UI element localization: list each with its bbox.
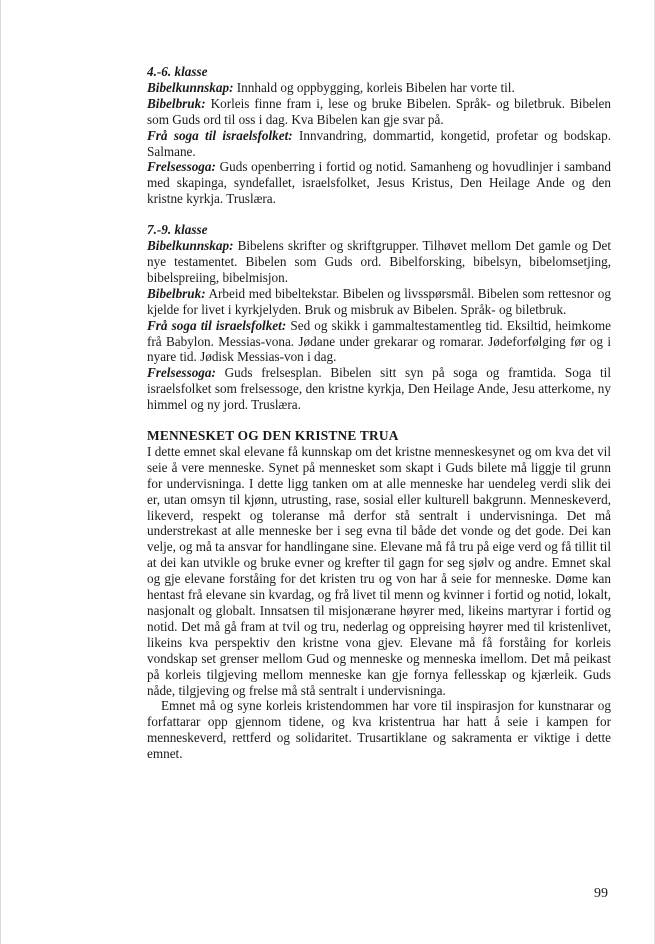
- entry-term: Frelsessoga:: [147, 365, 216, 381]
- section-heading: MENNESKET OG DEN KRISTNE TRUA: [147, 428, 399, 444]
- main-section: [147, 428, 611, 762]
- entry-text: Arbeid med bibeltekstar. Bibelen og livsspørsmål. Bibelen som rettesnor og kjelde for livet i kyrkjelyden. Bruk og misbruk av Bibelen. Språk- og biletbruk.: [147, 285, 611, 317]
- page-content: [147, 64, 611, 777]
- entry-term: Frå soga til israelsfolket:: [147, 127, 293, 143]
- body-paragraph: I dette emnet skal elevane få kunnskap om det kristne menneskesynet og om kva det vil seie å vere menneske. Synet på mennesket som skapt i Guds bilete må liggje til grunn for undervisninga. I dette ligg tanken om at alle menneske har uendeleg verdi slik dei er, utan omsyn til kjønn, utrusting, rase, sosial eller kulturell bakgrunn. Menneskeverd, likeverd, respekt og toleranse må derfor stå sentralt i undervisninga. Det må understrekast at alle menneske ber i seg evna til både det vonde og det gode. Dei kan velje, og må ta ansvar for handlingane sine. Elevane må få tru på eige verd og få tillit til at dei kan utvikle og bruke evner og krefter til gagn for seg sjølv og andre. Emnet skal og gje elevane forståing for det kristen tru og von har å seie for menneske. Døme kan hentast frå elevane sin kvardag, og frå livet til menn og kvinner i fortid og notid, lokalt, nasjonalt og globalt. Innsatsen til misjonærane høyrer med, likeins martyrar i fortid og notid. Det må gå fram at tvil og tru, nederlag og oppreising høyrer med til kristenlivet, likeins kva perspektiv den kristne vona gjev. Elevane må få forståing for korleis vondskap set grenser mellom Gud og menneske og menneska imellom. Det må peikast på korleis tilgjeving mellom menneske kan gje fornya fellesskap og kjærleik. Guds nåde, tilgjeving og frelse må stå sentralt i undervisninga.: [147, 443, 611, 698]
- entry-term: Bibelbruk:: [147, 285, 206, 301]
- entry-text: Guds frelsesplan. Bibelen sitt syn på soga og framtida. Soga til israelsfolket som frelsessoge, den kristne kyrkja, Den Heilage Ande, Jesu atterkome, ny himmel og ny jord. Truslæra.: [147, 365, 611, 413]
- entry-term: Frelsessoga:: [147, 159, 216, 175]
- grade-heading: 4.-6. klasse: [147, 64, 208, 79]
- entry-text: Korleis finne fram i, lese og bruke Bibelen. Språk- og biletbruk. Bibelen som Guds ord til oss i dag. Kva Bibelen kan gje svar på.: [147, 95, 612, 127]
- entry-text: Guds openberring i fortid og notid. Samanheng og hovudlinjer i samband med skapinga, syndefallet, israelsfolket, Jesus Kristus, Den Heilage Ande og den kristne kyrkja. Truslæra.: [147, 159, 612, 207]
- grade-heading: 7.-9. klasse: [147, 222, 208, 238]
- grade-section-4-6: [147, 64, 611, 207]
- entry-paragraph: [147, 318, 611, 366]
- body-paragraph: Emnet må og syne korleis kristendommen har vore til inspirasjon for kunstnarar og forfattarar opp gjennom tidene, og kva kristentrua har hatt å seie i kampen for menneskeverd, rettferd og solidaritet. Trusartiklane og sakramenta er viktige i dette emnet.: [147, 698, 611, 762]
- entry-paragraph: [147, 238, 611, 286]
- entry-term: Frå soga til israelsfolket:: [147, 317, 287, 333]
- entry-paragraph: [147, 286, 611, 318]
- entry-term: Bibelkunnskap:: [147, 79, 234, 95]
- page-number: 99: [594, 886, 608, 901]
- entry-text: Bibelens skrifter og skriftgrupper. Tilhøvet mellom Det gamle og Det nye testamentet. Bibelen som Guds ord. Bibelforsking, bibelsyn, bibelomsetjing, bibelspreiing, bibelmisjon.: [147, 238, 611, 285]
- entry-text: Innhald og oppbygging, korleis Bibelen har vorte til.: [236, 79, 515, 95]
- entry-paragraph: [147, 128, 611, 160]
- entry-text: Sed og skikk i gammaltestamentleg tid. Eksiltid, heimkome frå Babylon. Messias-vona. Jødane under grekarar og romarar. Jødeforfølging før og i nyare tid. Jødisk Messias-von i dag.: [147, 317, 611, 365]
- entry-paragraph: [147, 159, 611, 207]
- entry-paragraph: [147, 96, 611, 128]
- entry-paragraph: [147, 80, 611, 96]
- grade-section-7-9: [147, 222, 611, 413]
- entry-text: Innvandring, dommartid, kongetid, profetar og bodskap. Salmane.: [147, 127, 612, 159]
- entry-term: Bibelbruk:: [147, 95, 206, 111]
- entry-term: Bibelkunnskap:: [147, 238, 234, 254]
- entry-paragraph: [147, 365, 611, 413]
